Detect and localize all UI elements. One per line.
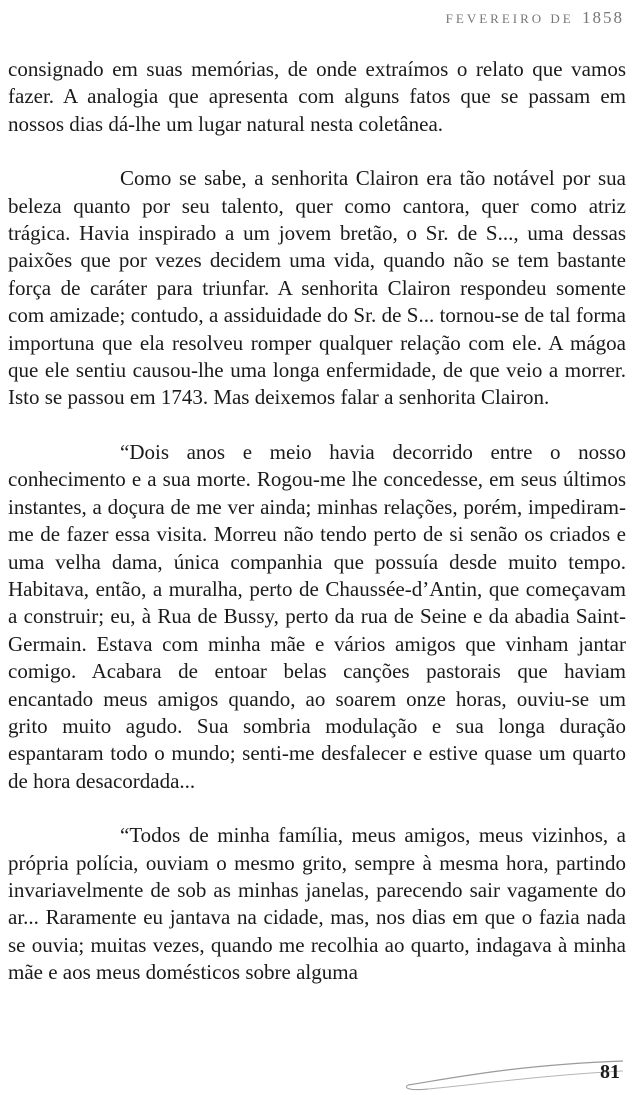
paragraph-quote-2: “Todos de minha família, meus amigos, meus vizinhos, a própria polícia, ouviam o mesmo grito, sempre à mesma hora, partindo invariavelmente de sob as minhas janelas, parecendo sair vagamente do ar... Raramente eu jantava na cidade, mas, nos dias em que o fazia nada se ouvia; muitas vezes, quando me recolhia ao quarto, indagava à minha mãe e aos meus domésticos sobre alguma xyxy=(8,823,626,985)
folio-area xyxy=(398,1055,628,1095)
body-text xyxy=(8,56,626,987)
decorative-swoosh-icon xyxy=(398,1055,628,1095)
running-year: 1858 xyxy=(582,8,624,27)
paragraph-clairon-intro: Como se sabe, a senhorita Clairon era tão notável por sua beleza quanto por seu talento, quer como cantora, quer como atriz trágica. Havia inspirado a um jovem bretão, o Sr. de S..., uma dessas paixões que por vezes decidem uma vida, quando não se tem bastante força de caráter para triunfar. A senhorita Clairon respondeu somente com amizade; contudo, a assiduidade do Sr. de S... tornou-se de tal forma importuna que ela resolveu romper qualquer relação com ele. A mágoa que ele sentiu causou-lhe uma longa enfermidade, de que veio a morrer. Isto se passou em 1743. Mas deixemos falar a senhorita Clairon. xyxy=(8,166,626,410)
paragraph-quote-1: “Dois anos e meio havia decorrido entre o nosso conhecimento e a sua morte. Rogou-me lhe concedesse, em seus últimos instantes, a doçura de me ver ainda; minhas relações, porém, impediram-me de fazer essa visita. Morreu não tendo perto de si senão os criados e uma velha dama, única companhia que possuía desde muito tempo. Habitava, então, a muralha, perto de Chaussée-d’Antin, que começavam a construir; eu, à Rua de Bussy, perto da rua de Seine e da abadia Saint-Germain. Estava com minha mãe e vários amigos que vinham jantar comigo. Acabara de entoar belas canções pastorais que haviam encantado meus amigos quando, ao soarem onze horas, ouviu-se um grito muito agudo. Sua sombria modulação e sua longa duração espantaram todo o mundo; senti-me desfalecer e estive quase um quarto de hora desacordada... xyxy=(8,439,626,793)
page-number: 81 xyxy=(600,1061,620,1083)
paragraph-continuation: consignado em suas memórias, de onde extraímos o relato que vamos fazer. A analogia que apresenta com alguns fatos que se passam em nossos dias dá-lhe um lugar natural nesta coletânea. xyxy=(8,57,626,136)
running-title: FEVEREIRO DE xyxy=(445,11,574,26)
running-header xyxy=(446,8,624,28)
